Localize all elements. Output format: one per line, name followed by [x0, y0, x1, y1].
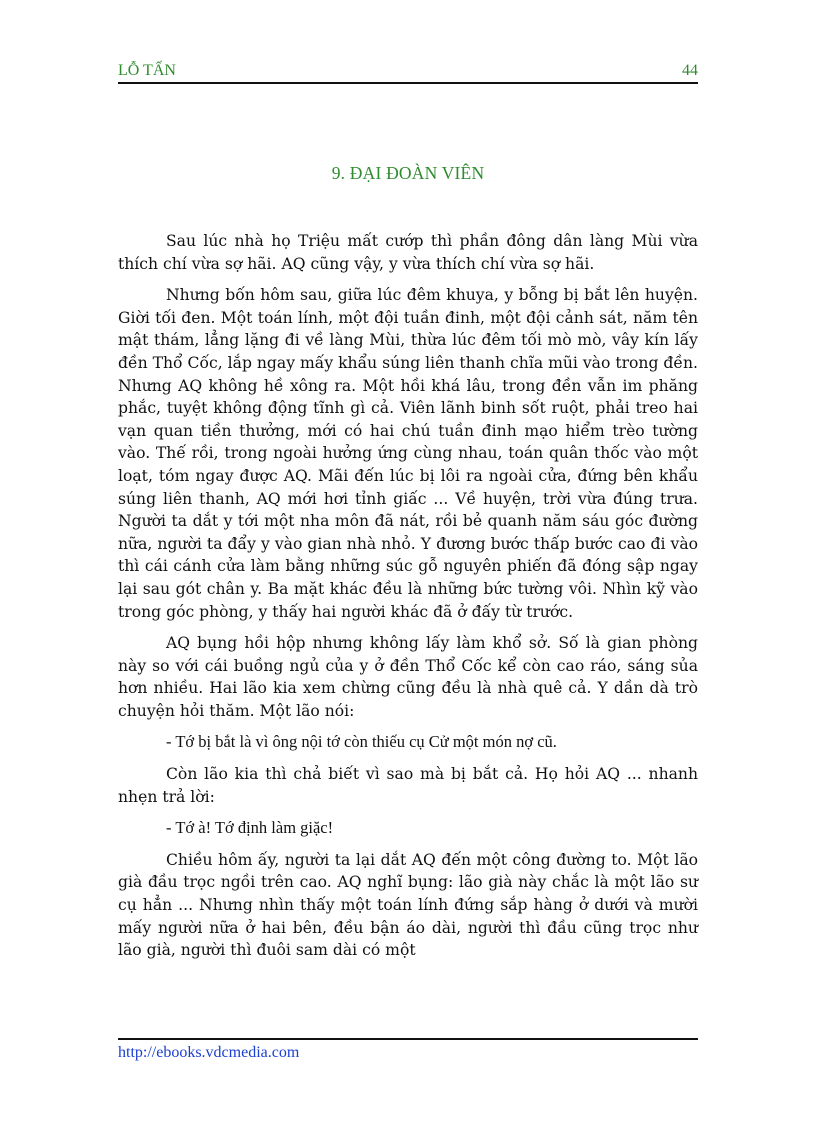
dialogue-line: - Tớ à! Tớ định làm giặc!	[166, 818, 334, 838]
paragraph: AQ bụng hồi hộp nhưng không lấy làm khổ sở. Số là gian phòng này so với cái buồng ngủ của y ở đền Thổ Cốc kể còn cao ráo, sáng sủa hơn nhiều. Hai lão kia xem chừng cũng đều là nhà quê cả. Y dần dà trò chuyện hỏi thăm. Một lão nói:	[118, 634, 698, 720]
page-header	[118, 62, 698, 82]
dialogue-line: - Tớ bị bắt là vì ông nội tớ còn thiếu cụ Cử một món nợ cũ.	[166, 732, 557, 752]
paragraph: Chiều hôm ấy, người ta lại dắt AQ đến một công đường to. Một lão già đầu trọc ngồi trên cao. AQ nghĩ bụng: lão già này chắc là một lão sư cụ hẳn ... Nhưng nhìn thấy một toán lính đứng sắp hàng ở dưới và mười mấy người nữa ở hai bên, đều bận áo dài, người thì đầu cũng trọc như lão già, người thì đuôi sam dài có một	[118, 850, 698, 960]
paragraph: Nhưng bốn hôm sau, giữa lúc đêm khuya, y bỗng bị bắt lên huyện. Giời tối đen. Một toán lính, một đội tuần đinh, một đội cảnh sát, năm tên mật thám, lẳng lặng đi về làng Mùi, thừa lúc đêm tối mò mò, vây kín lấy đền Thổ Cốc, lắp ngay mấy khẩu súng liên thanh chĩa mũi vào trong đền. Nhưng AQ không hề xông ra. Một hồi khá lâu, trong đền vẫn im phăng phắc, tuyệt không động tĩnh gì cả. Viên lãnh binh sốt ruột, phải treo hai vạn quan tiền thưởng, mới có hai chú tuần đinh mạo hiểm trèo tường vào. Thế rồi, trong ngoài hưởng ứng cùng nhau, toán quân thốc vào một loạt, tóm ngay được AQ. Mãi đến lúc bị lôi ra ngoài cửa, đứng bên khẩu súng liên thanh, AQ mới hơi tỉnh giấc ... Về huyện, trời vừa đúng trưa. Người ta dắt y tới một nha môn đã nát, rồi bẻ quanh năm sáu góc đường nữa, người ta đẩy y vào gian nhà nhỏ. Y đương bước thấp bước cao đi vào thì cái cánh cửa làm bằng những súc gỗ nguyên phiến đã đóng sập ngay lại sau gót chân y. Ba mặt khác đều là những bức tường vôi. Nhìn kỹ vào trong góc phòng, y thấy hai người khác đã ở đấy từ trước.	[118, 286, 698, 621]
footer-divider	[118, 1038, 698, 1040]
paragraph: Sau lúc nhà họ Triệu mất cướp thì phần đông dân làng Mùi vừa thích chí vừa sợ hãi. AQ cũng vậy, y vừa thích chí vừa sợ hãi.	[118, 232, 698, 273]
chapter-title: 9. ĐẠI ĐOÀN VIÊN	[331, 163, 485, 183]
body-text	[118, 230, 698, 971]
header-divider	[118, 82, 698, 84]
footer-link[interactable]: http://ebooks.vdcmedia.com	[118, 1044, 300, 1061]
paragraph: Còn lão kia thì chả biết vì sao mà bị bắt cả. Họ hỏi AQ ... nhanh nhẹn trả lời:	[118, 765, 698, 806]
header-author: LỖ TẤN	[118, 62, 176, 79]
page-number: 44	[682, 62, 698, 79]
